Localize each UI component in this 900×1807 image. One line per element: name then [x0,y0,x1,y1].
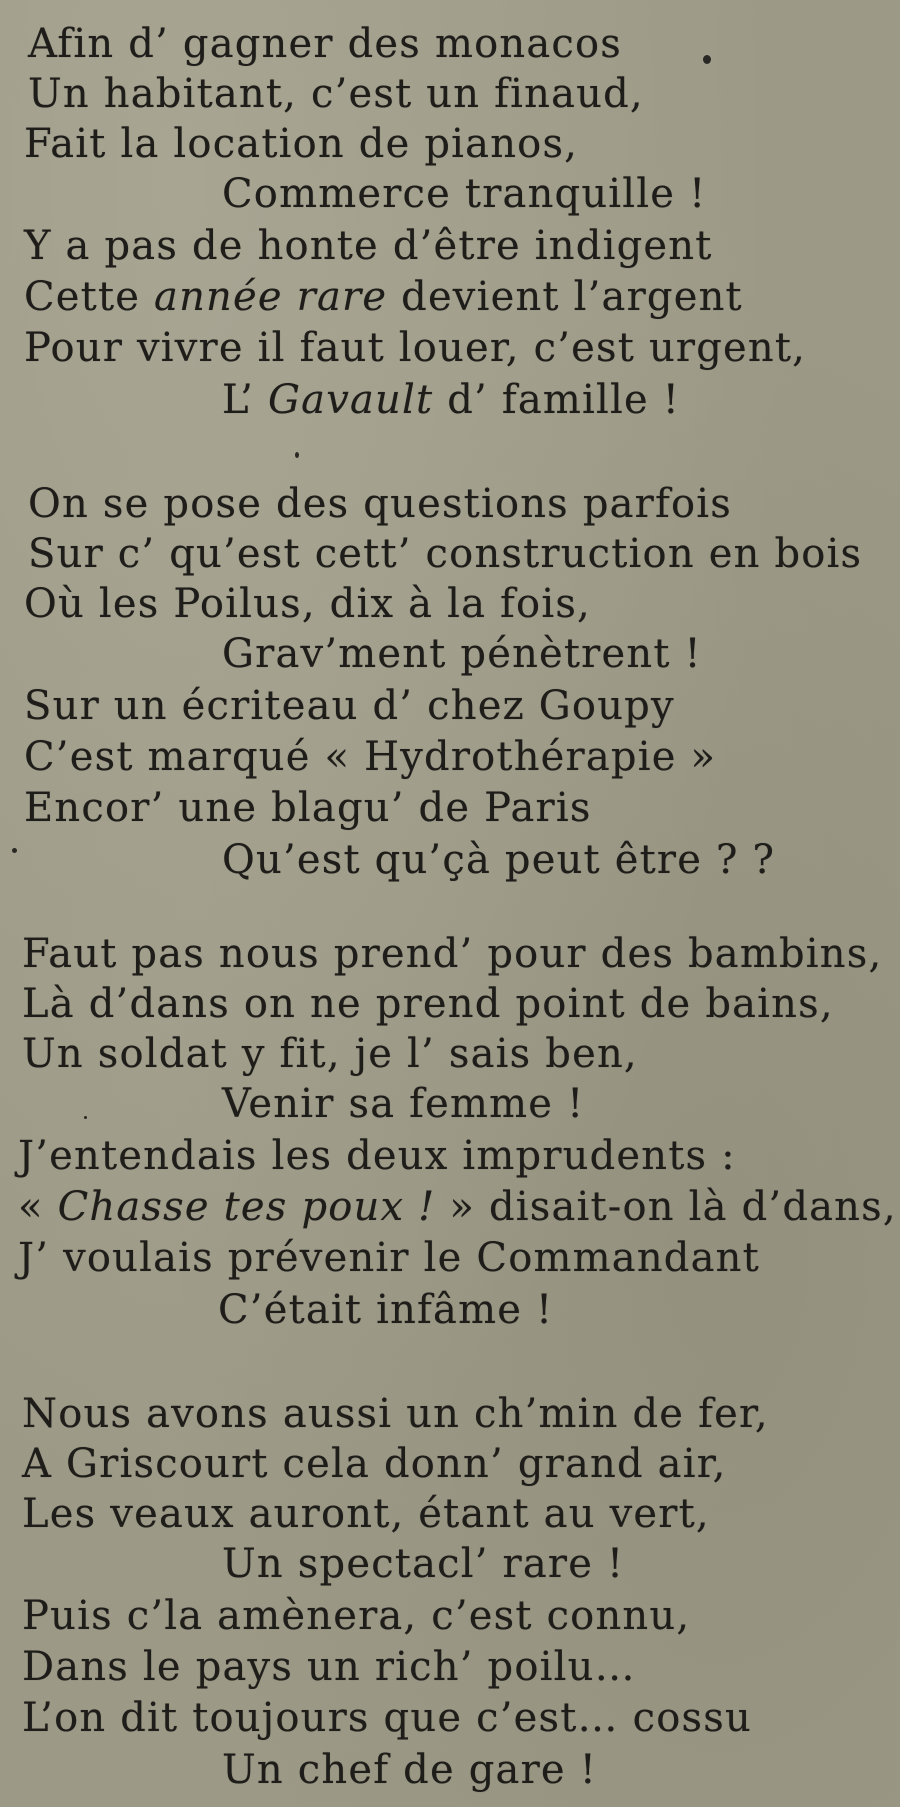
verse-line: Encor’ une blagu’ de Paris [24,785,592,831]
italic-text: Chasse tes poux ! [57,1184,436,1230]
verse-line: Un soldat y fit, je l’ sais ben, [22,1031,638,1077]
verse-line: C’est marqué « Hydrothérapie » [24,734,717,780]
verse-line: Sur un écriteau d’ chez Goupy [24,683,675,729]
ink-speck [12,848,17,853]
refrain-line: Un spectacl’ rare ! [222,1541,625,1587]
verse-line: J’entendais les deux imprudents : [18,1133,736,1179]
verse-line: A Griscourt cela donn’ grand air, [22,1441,727,1487]
verse-line: Dans le pays un rich’ poilu… [22,1644,636,1690]
verse-line: Fait la location de pianos, [24,121,579,167]
verse-text: Cette [24,274,155,320]
italic-text: Gavault [268,377,434,423]
refrain-line: Qu’est qu’çà peut être ? ? [222,837,776,883]
ink-speck [295,452,299,458]
refrain-line: Commerce tranquille ! [222,171,707,217]
refrain-line: Venir sa femme ! [222,1081,585,1127]
verse-line: Là d’dans on ne prend point de bains, [22,981,834,1027]
verse-line: Puis c’la amènera, c’est connu, [22,1593,691,1639]
verse-line: Faut pas nous prend’ pour des bambins, [22,931,883,977]
verse-line [24,273,743,321]
verse-line: On se pose des questions parfois [28,481,733,527]
verse-line: J’ voulais prévenir le Commandant [18,1235,760,1281]
verse-line: Y a pas de honte d’être indigent [24,223,713,269]
verse-line: L’on dit toujours que c’est… cossu [22,1695,752,1741]
verse-line: Où les Poilus, dix à la fois, [24,581,591,627]
verse-line: Sur c’ qu’est cett’ construction en bois [28,531,863,577]
verse-line: Pour vivre il faut louer, c’est urgent, [24,325,807,371]
verse-line [18,1183,897,1231]
refrain-line: Un chef de gare ! [222,1747,597,1793]
refrain-line: Grav’ment pénètrent ! [222,631,702,677]
verse-line: Les veaux auront, étant au vert, [22,1491,710,1537]
refrain-line: C’était infâme ! [218,1287,554,1333]
italic-text: année rare [154,274,388,320]
verse-text: devient l’argent [387,274,743,320]
verse-text: L’ [222,377,269,423]
verse-line: Afin d’ gagner des monacos [28,21,622,67]
ink-speck [703,55,711,64]
verse-text: d’ famille ! [433,377,681,423]
refrain-line [222,376,680,424]
verse-text: « [18,1184,58,1230]
verse-text: » disait-on là d’dans, [435,1184,897,1230]
verse-line: Nous avons aussi un ch’min de fer, [22,1391,769,1437]
verse-line: Un habitant, c’est un finaud, [28,71,644,117]
ink-speck [84,1116,87,1119]
